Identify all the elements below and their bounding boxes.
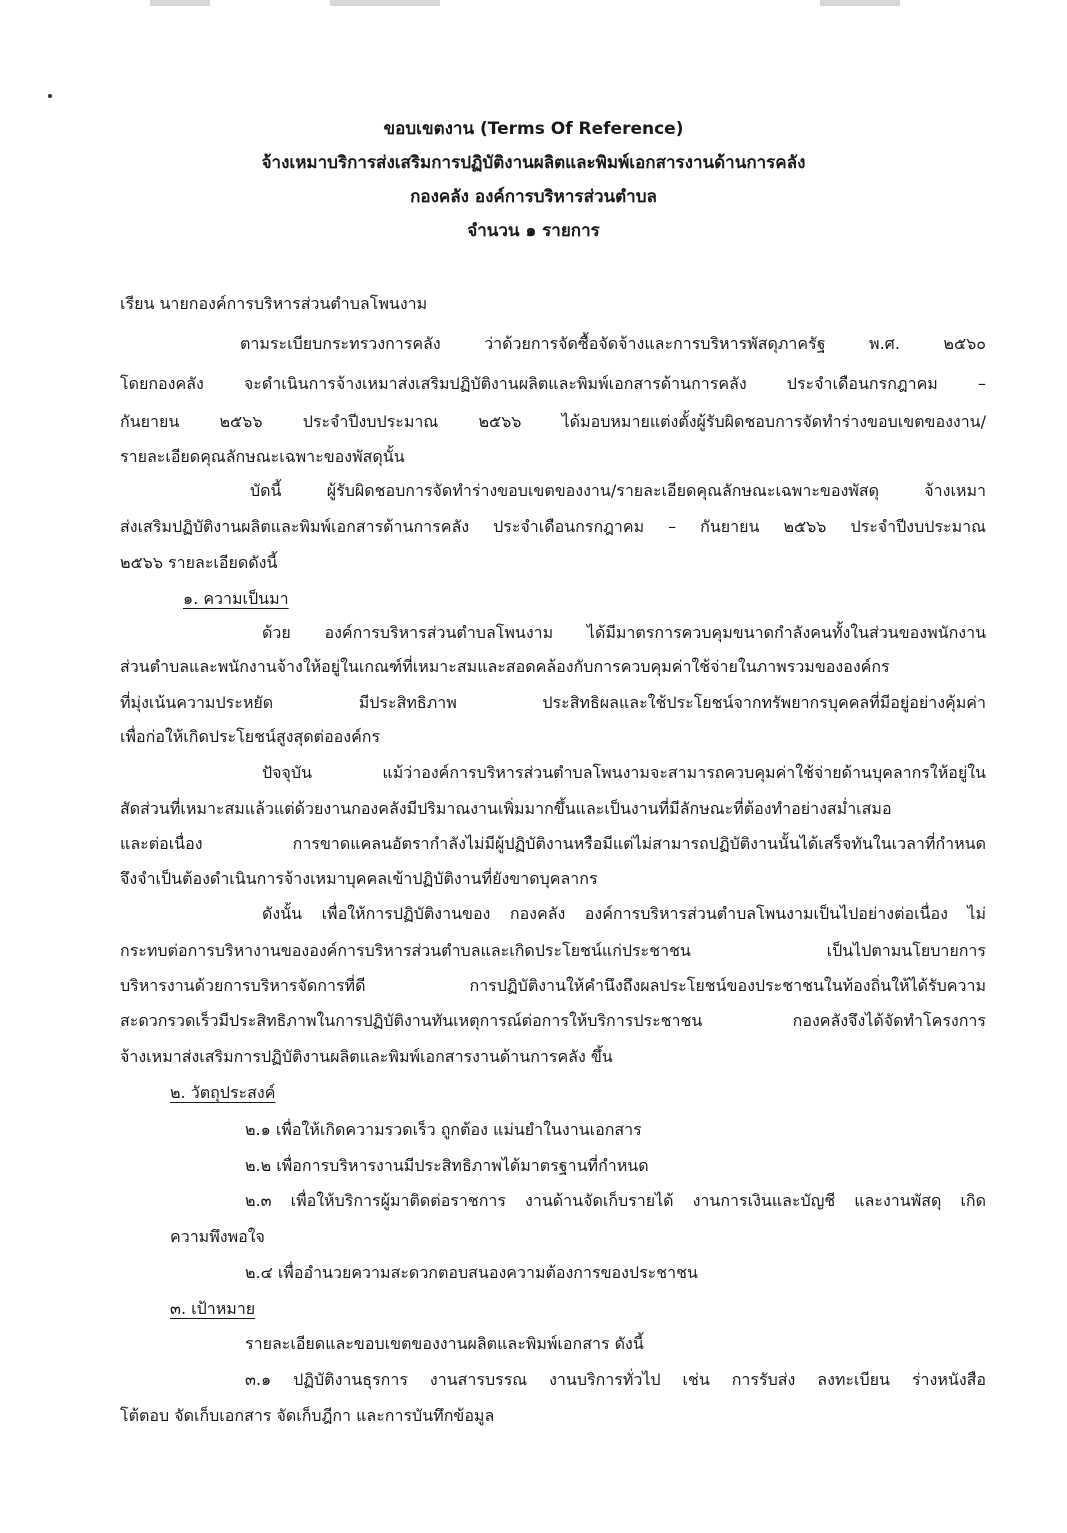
paragraph-line: กันยายน ๒๕๖๖ ประจำปีงบประมาณ ๒๕๖๖ ได้มอบหมายแต่งตั้งผู้รับผิดชอบการจัดทำร่างขอบเขตของงาน/ [120, 412, 986, 431]
scan-mark [150, 0, 210, 6]
paragraph-line: จึงจำเป็นต้องดำเนินการจ้างเหมาบุคคลเข้าปฏิบัติงานที่ยังขาดบุคลากร [120, 869, 598, 888]
title-line-2: จ้างเหมาบริการส่งเสริมการปฏิบัติงานผลิตและพิมพ์เอกสารงานด้านการคลัง [261, 153, 806, 173]
list-item-continuation: โต้ตอบ จัดเก็บเอกสาร จัดเก็บฎีกา และการบันทึกข้อมูล [120, 1406, 495, 1425]
scan-mark [820, 0, 900, 6]
paragraph-line: สัดส่วนที่เหมาะสมแล้วแต่ด้วยงานกองคลังมีปริมาณงานเพิ่มมากขึ้นและเป็นงานที่มีลักษณะที่ต้องทำอย่างสม่ำเสมอ [120, 799, 892, 818]
paragraph-line: จ้างเหมาส่งเสริมการปฏิบัติงานผลิตและพิมพ์เอกสารงานด้านการคลัง ขึ้น [120, 1047, 613, 1066]
paragraph-line: โดยกองคลัง จะดำเนินการจ้างเหมาส่งเสริมปฏิบัติงานผลิตและพิมพ์เอกสารด้านการคลัง ประจำเดือนกรกฎาคม – [120, 374, 986, 393]
section-heading-objectives: ๒. วัตถุประสงค์ [170, 1083, 276, 1102]
paragraph-line: รายละเอียดและขอบเขตของงานผลิตและพิมพ์เอกสาร ดังนี้ [245, 1334, 644, 1353]
paragraph-line: บริหารงานด้วยการบริหารจัดการที่ดี การปฏิบัติงานให้คำนึงถึงผลประโยชน์ของประชาชนในท้องถิ่นให้ได้รับความ [120, 976, 986, 995]
title-line-3: กองคลัง องค์การบริหารส่วนตำบล [410, 187, 657, 207]
list-item: ๒.๒ เพื่อการบริหารงานมีประสิทธิภาพได้มาตรฐานที่กำหนด [245, 1156, 649, 1175]
paragraph-line: กระทบต่อการบริหางานขององค์การบริหารส่วนตำบลและเกิดประโยชน์แก่ประชาชน เป็นไปตามนโยบายการ [120, 941, 986, 960]
paragraph-line: ส่วนตำบลและพนักงานจ้างให้อยู่ในเกณฑ์ที่เหมาะสมและสอดคล้องกับการควบคุมค่าใช้จ่ายในภาพรวมขององค์กร [120, 657, 890, 676]
paragraph-line: และต่อเนื่อง การขาดแคลนอัตรากำลังไม่มีผู้ปฏิบัติงานหรือมีแต่ไม่สามารถปฏิบัติงานนั้นได้เสร็จทันในเวลาที่กำหนด [120, 834, 986, 853]
paragraph-line: ปัจจุบัน แม้ว่าองค์การบริหารส่วนตำบลโพนงามจะสามารถควบคุมค่าใช้จ่ายด้านบุคลากรให้อยู่ใน [262, 763, 986, 782]
paragraph-line: ๒๕๖๖ รายละเอียดดังนี้ [120, 553, 278, 572]
list-item: ๓.๑ ปฏิบัติงานธุรการ งานสารบรรณ งานบริการทั่วไป เช่น การรับส่ง ลงทะเบียน ร่างหนังสือ [245, 1370, 986, 1389]
paragraph-line: บัดนี้ ผู้รับผิดชอบการจัดทำร่างขอบเขตของงาน/รายละเอียดคุณลักษณะเฉพาะของพัสดุ จ้างเหมา [250, 481, 986, 500]
paragraph-line: ดังนั้น เพื่อให้การปฏิบัติงานของ กองคลัง องค์การบริหารส่วนตำบลโพนงามเป็นไปอย่างต่อเนื่อง ไม่ [262, 904, 986, 923]
scan-speck [48, 94, 52, 98]
paragraph-line: สะดวกรวดเร็วมีประสิทธิภาพในการปฏิบัติงานทันเหตุการณ์ต่อการให้บริการประชาชน กองคลังจึงได้จัดทำโครงการ [120, 1011, 986, 1030]
paragraph-line: ด้วย องค์การบริหารส่วนตำบลโพนงาม ได้มีมาตรการควบคุมขนาดกำลังคนทั้งในส่วนของพนักงาน [262, 623, 986, 642]
title-line-4: จำนวน ๑ รายการ [467, 221, 600, 241]
title-line-1: ขอบเขตงาน (Terms Of Reference) [383, 119, 684, 139]
paragraph-line: ตามระเบียบกระทรวงการคลัง ว่าด้วยการจัดซื้อจัดจ้างและการบริหารพัสดุภาครัฐ พ.ศ. ๒๕๖๐ [240, 334, 986, 353]
list-item: ๒.๑ เพื่อให้เกิดความรวดเร็ว ถูกต้อง แม่นยำในงานเอกสาร [245, 1120, 642, 1139]
paragraph-line: รายละเอียดคุณลักษณะเฉพาะของพัสดุนั้น [120, 447, 405, 466]
section-heading-target: ๓. เป้าหมาย [170, 1299, 256, 1318]
section-heading-background: ๑. ความเป็นมา [183, 589, 289, 608]
list-item-continuation: ความพึงพอใจ [170, 1227, 265, 1246]
salutation: เรียน นายกองค์การบริหารส่วนตำบลโพนงาม [120, 294, 428, 313]
paragraph-line: ที่มุ่งเน้นความประหยัด มีประสิทธิภาพ ประสิทธิผลและใช้ประโยชน์จากทรัพยากรบุคคลที่มีอยู่อย่างคุ้มค่า [120, 693, 986, 712]
paragraph-line: เพื่อก่อให้เกิดประโยชน์สูงสุดต่อองค์กร [120, 727, 381, 746]
scan-mark [330, 0, 440, 6]
paragraph-line: ส่งเสริมปฏิบัติงานผลิตและพิมพ์เอกสารด้านการคลัง ประจำเดือนกรกฎาคม – กันยายน ๒๕๖๖ ประจำปีงบประมาณ [120, 517, 986, 536]
document-header [0, 112, 1067, 248]
list-item: ๒.๓ เพื่อให้บริการผู้มาติดต่อราชการ งานด้านจัดเก็บรายได้ งานการเงินและบัญชี และงานพัสดุ เกิด [245, 1191, 986, 1210]
list-item: ๒.๔ เพื่ออำนวยความสะดวกตอบสนองความต้องการของประชาชน [245, 1263, 698, 1282]
